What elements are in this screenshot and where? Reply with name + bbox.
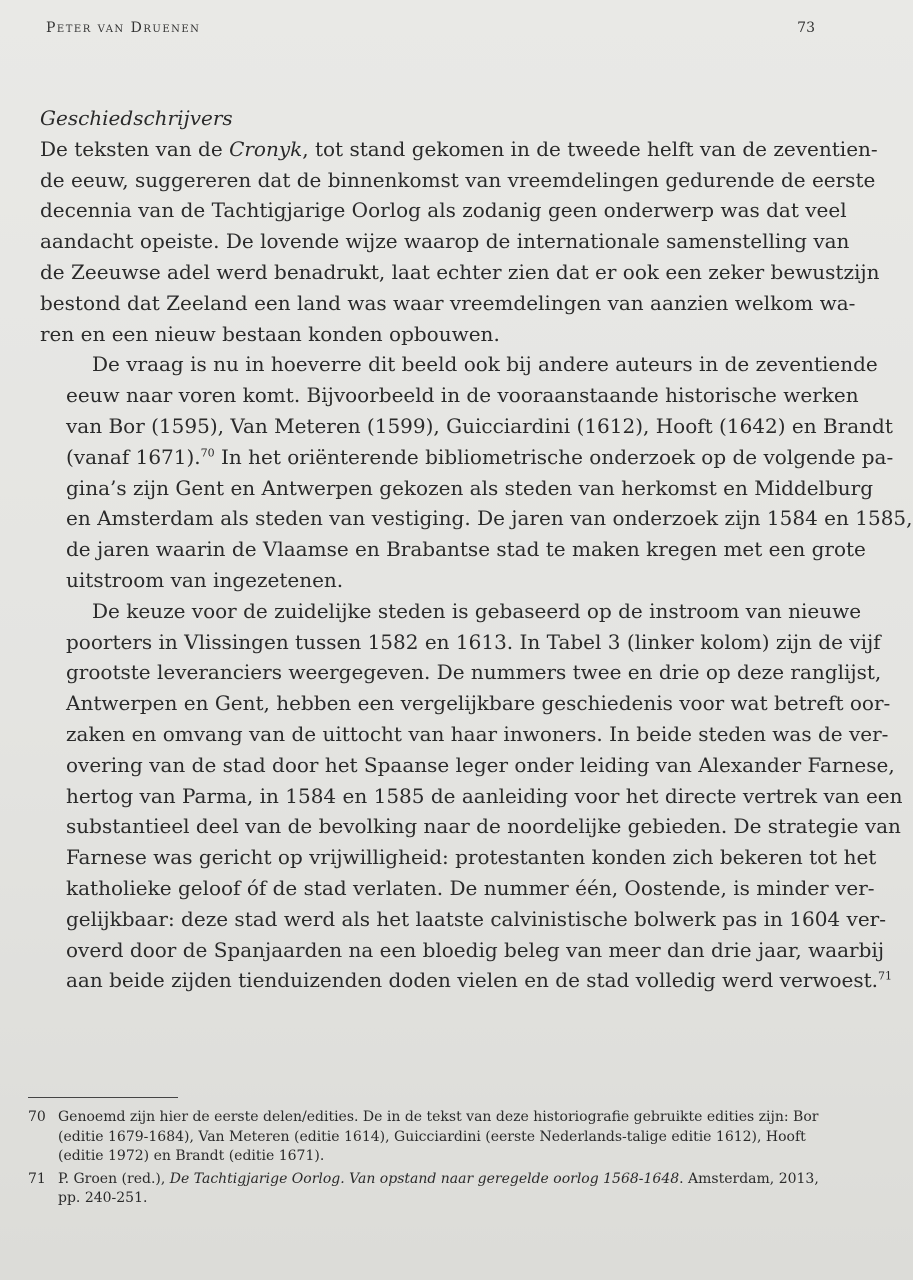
body-text	[40, 103, 913, 996]
footnote-divider	[28, 1097, 178, 1098]
footnote-ref-71[interactable]: 71	[878, 969, 893, 983]
text-line: grootste leveranciers weergegeven. De nummers twee en drie op deze ranglijst,	[66, 660, 882, 685]
footnote-70	[28, 1108, 828, 1167]
text-line: poorters in Vlissingen tussen 1582 en 1613. In Tabel 3 (linker kolom) zijn de vijf	[66, 629, 881, 654]
work-title-cronyk: Cronyk	[229, 136, 303, 161]
text-line: De vraag is nu in hoeverre dit beeld ook bij andere auteurs in de zeventiende	[92, 352, 878, 377]
text-line: gelijkbaar: deze stad werd als het laatste calvinistische bolwerk pas in 1604 ver-	[66, 906, 886, 931]
text-line: hertog van Parma, in 1584 en 1585 de aanleiding voor het directe vertrek van een	[66, 783, 903, 808]
text-line: Farnese was gericht op vrijwilligheid: protestanten konden zich bekeren tot het	[66, 845, 877, 870]
text-line: en Amsterdam als steden van vestiging. De jaren van onderzoek zijn 1584 en 1585,	[66, 506, 913, 531]
footnote-71	[28, 1170, 828, 1209]
text-line: overing van de stad door het Spaanse leger onder leiding van Alexander Farnese,	[66, 752, 895, 777]
text-line: De keuze voor de zuidelijke steden is gebaseerd op de instroom van nieuwe	[92, 598, 862, 623]
text-line: gina’s zijn Gent en Antwerpen gekozen als steden van herkomst en Middelburg	[66, 475, 873, 500]
text-line: decennia van de Tachtigjarige Oorlog als zodanig geen onderwerp was dat veel	[40, 198, 847, 223]
text-line: overd door de Spanjaarden na een bloedig beleg van meer dan drie jaar, waarbij	[66, 937, 885, 962]
text-line: van Bor (1595), Van Meteren (1599), Guicciardini (1612), Hooft (1642) en Brandt	[66, 413, 893, 438]
text-line: katholieke geloof óf de stad verlaten. De nummer één, Oostende, is minder ver-	[66, 875, 875, 900]
text-line: aandacht opeiste. De lovende wijze waarop de internationale samenstelling van	[40, 229, 850, 254]
footnote-text: Genoemd zijn hier de eerste delen/edities. De in de tekst van deze historiografie gebruikte edities zijn: Bor (editie 1679-1684), Van Meteren (editie 1614), Guicciardini (eerste Nederlands-talige editie 1612), Hooft (editie 1972) en Brandt (editie 1671).	[58, 1109, 819, 1164]
page-number: 73	[797, 20, 815, 36]
text-line: zaken en omvang van de uittocht van haar inwoners. In beide steden was de ver-	[66, 721, 889, 746]
text-line: De teksten van de Cronyk, tot stand gekomen in de tweede helft van de zeventien-	[40, 136, 878, 161]
text-line: substantieel deel van de bevolking naar de noordelijke gebieden. De strategie van	[66, 814, 901, 839]
text-line: ren en een nieuw bestaan konden opbouwen.	[40, 321, 500, 346]
section-heading: Geschiedschrijvers	[40, 106, 233, 130]
page-header	[46, 20, 815, 36]
footnotes	[28, 1108, 828, 1212]
footnote-text: P. Groen (red.), De Tachtigjarige Oorlog. Van opstand naar geregelde oorlog 1568-1648. Amsterdam, 2013, pp. 240-251.	[58, 1170, 819, 1206]
paragraph-2	[40, 349, 913, 595]
footnote-number: 71	[28, 1170, 46, 1187]
text-line: aan beide zijden tienduizenden doden vielen en de stad volledig werd verwoest.$^{71}$	[66, 968, 893, 993]
paragraph-1	[40, 134, 880, 350]
cited-work-title: De Tachtigjarige Oorlog. Van opstand naar geregelde oorlog 1568-1648	[169, 1170, 680, 1187]
running-head: Peter van Druenen	[46, 20, 201, 36]
text-line: de jaren waarin de Vlaamse en Brabantse stad te maken kregen met een grote	[66, 537, 866, 562]
text-line: bestond dat Zeeland een land was waar vreemdelingen van aanzien welkom wa-	[40, 290, 856, 315]
text-line: de eeuw, suggereren dat de binnenkomst van vreemdelingen gedurende de eerste	[40, 167, 876, 192]
paragraph-3	[40, 596, 903, 996]
footnote-number: 70	[28, 1109, 46, 1125]
text-line: uitstroom van ingezetenen.	[66, 567, 344, 592]
text-line: eeuw naar voren komt. Bijvoorbeeld in de vooraanstaande historische werken	[66, 383, 859, 408]
footnote-ref-70[interactable]: 70	[200, 446, 215, 460]
text-line: de Zeeuwse adel werd benadrukt, laat echter zien dat er ook een zeker bewustzijn	[40, 259, 880, 284]
text-line: (vanaf 1671).$^{70}$ In het oriënterende bibliometrische onderzoek op de volgende pa-	[66, 444, 894, 469]
text-line: Antwerpen en Gent, hebben een vergelijkbare geschiedenis voor wat betreft oor-	[66, 691, 891, 716]
